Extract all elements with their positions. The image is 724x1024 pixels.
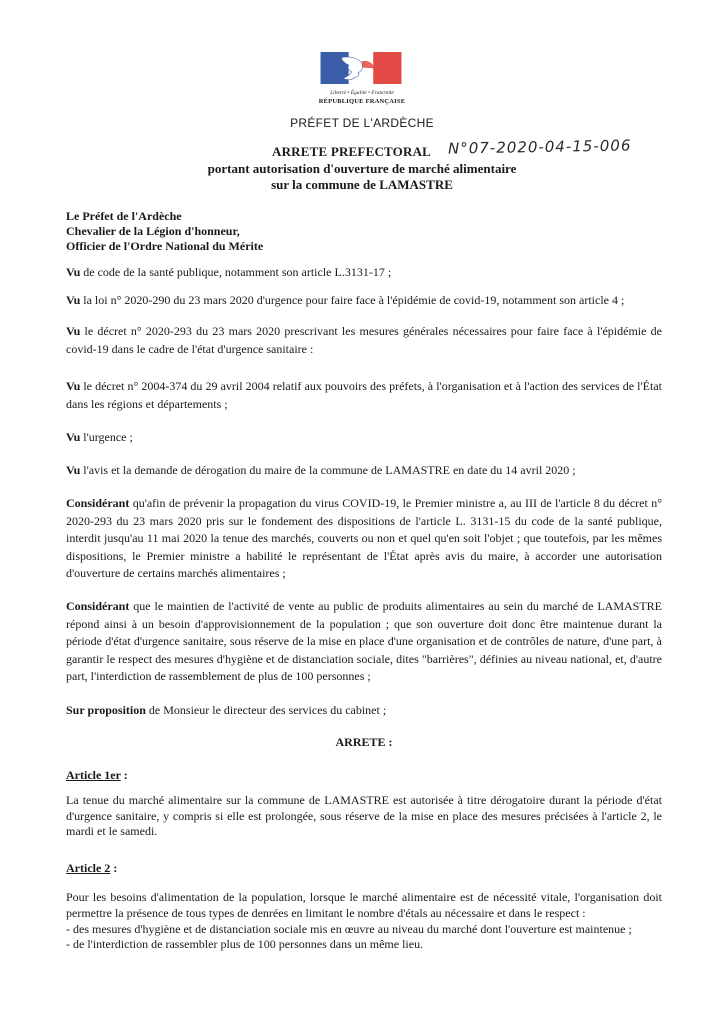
article1-text: La tenue du marché alimentaire sur la commune de LAMASTRE est autorisée à titre dérogatoire durant la période d'état d'urgence sanitaire, y compris si elle est prolongée, sous réserve de la mise en place des mesures précisées à l'article 2, le mardi et le samedi. (66, 793, 662, 838)
proposal-paragraph: Sur proposition de Monsieur le directeur des services du cabinet ; (66, 703, 387, 717)
decree-title: ARRETE PREFECTORAL (272, 144, 432, 159)
visa-paragraph: Vu l'avis et la demande de dérogation du maire de la commune de LAMASTRE en date du 14 avril 2020 ; (66, 463, 576, 477)
article2-text: Pour les besoins d'alimentation de la population, lorsque le marché alimentaire est de nécessité vitale, l'organisation doit permettre la présence de tous types de denrées en limitant le nombre d'étals au nécessaire et dans le respect : (66, 890, 662, 920)
marianne-logo (318, 52, 404, 89)
considerant-paragraph: Considérant que le maintien de l'activité de vente au public de produits alimentaires au sein du marché de LAMASTRE répond ainsi à un besoin d'approvisionnement de la population ; que son ouverture doit donc être maintenue durant la période d'état d'urgence sanitaire, sous réserve de la mise en place d'une organisation et de contrôles de nature, d'une part, à garantir le respect des mesures d'hygiène et de distanciation sociale, dites "barrières", définies au niveau national, et, d'autre part, l'interdiction de rassemblement de plus de 100 personnes ; (66, 599, 662, 683)
considerant-paragraph: Considérant qu'afin de prévenir la propagation du virus COVID-19, le Premier ministre a, au III de l'article 8 du décret n° 2020-293 du 23 mars 2020 pris sur le fondement des dispositions de l'article L. 3131-15 du code de la santé publique, interdit jusqu'au 11 mai 2020 la tenue des marchés, couverts ou non et quel qu'en soit l'objet ; que toutefois, par les mêmes dispositions, le Premier ministre a habilité le représentant de l'État après avis du maire, à accorder une autorisation d'ouverture de certains marchés alimentaires ; (66, 496, 662, 580)
decree-heading: ARRETE : (335, 735, 393, 749)
article1-heading: Article 1er : (66, 768, 128, 782)
handwritten-decree-number: N°07-2020-04-15-006 (447, 136, 632, 158)
visa-paragraph: Vu le décret n° 2020-293 du 23 mars 2020 prescrivant les mesures générales nécessaires pour faire face à l'épidémie de covid-19 dans le cadre de l'état d'urgence sanitaire : (66, 324, 662, 356)
article2-list-item: - de l'interdiction de rassembler plus de 100 personnes dans un même lieu. (66, 937, 424, 951)
signer-line2: Chevalier de la Légion d'honneur, (66, 224, 240, 238)
visa-paragraph: Vu le décret n° 2004-374 du 29 avril 2004 relatif aux pouvoirs des préfets, à l'organisation et à l'action des services de l'État dans les régions et départements ; (66, 379, 662, 411)
prefecture-name: PRÉFET DE L'ARDÈCHE (290, 116, 434, 130)
tricolor-flag-icon (318, 52, 404, 84)
visa-paragraph: Vu de code de la santé publique, notamment son article L.3131-17 ; (66, 265, 392, 279)
article2-list-item: - des mesures d'hygiène et de distanciation sociale mis en œuvre au niveau du marché dont l'ouverture est maintenue ; (66, 922, 632, 936)
article2-heading: Article 2 : (66, 861, 118, 875)
signer-line3: Officier de l'Ordre National du Mérite (66, 239, 264, 253)
decree-subtitle-line2: sur la commune de LAMASTRE (271, 177, 453, 192)
visa-paragraph: Vu l'urgence ; (66, 430, 133, 444)
decree-subtitle-line1: portant autorisation d'ouverture de marché alimentaire (207, 161, 517, 176)
visa-paragraph: Vu la loi n° 2020-290 du 23 mars 2020 d'urgence pour faire face à l'épidémie de covid-19, notamment son article 4 ; (66, 293, 625, 307)
republic-name: RÉPUBLIQUE FRANÇAISE (318, 98, 406, 105)
republic-motto: Liberté • Égalité • Fraternité (330, 90, 394, 96)
signer-line1: Le Préfet de l'Ardèche (66, 209, 182, 223)
